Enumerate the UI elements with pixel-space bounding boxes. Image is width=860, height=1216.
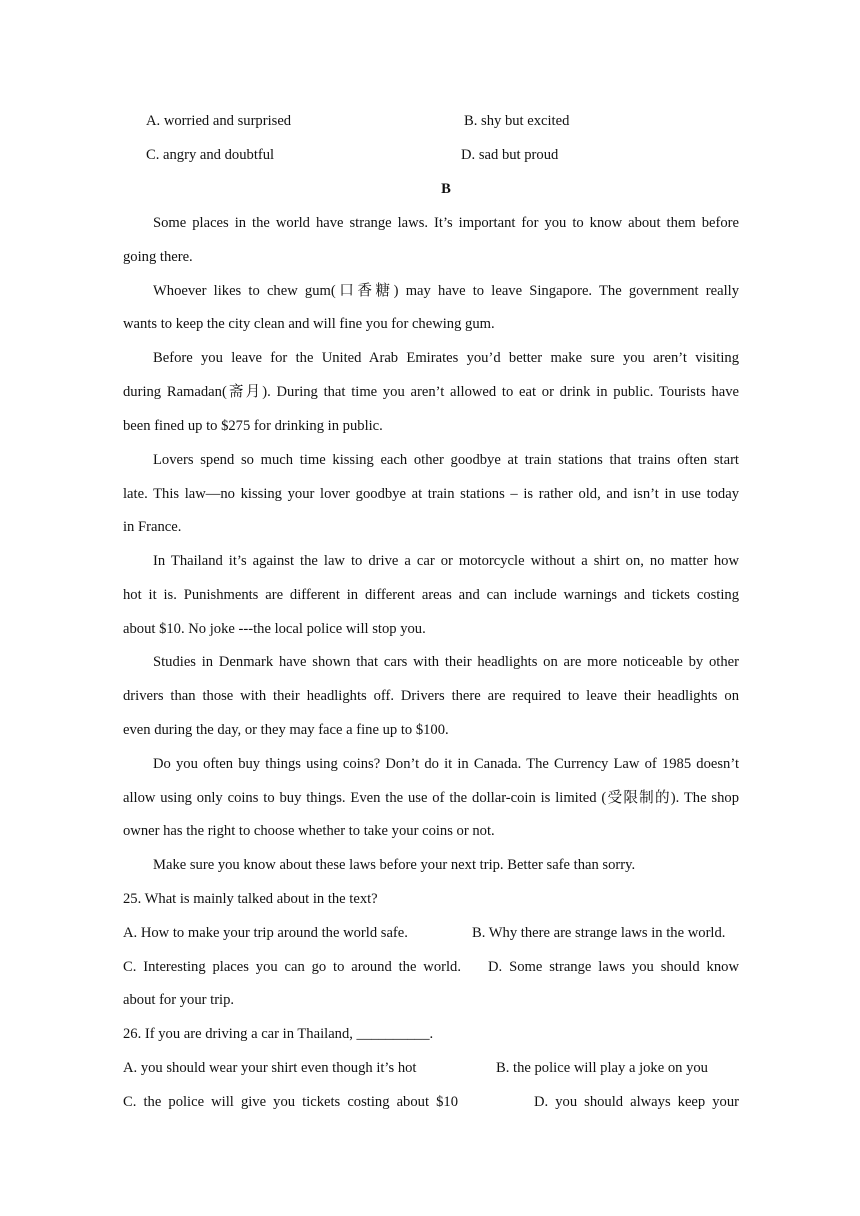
question-26-stem: 26. If you are driving a car in Thailand, __________. [123,1026,434,1042]
prev-option-d: D. sad but proud [461,147,559,163]
passage-line: Studies in Denmark have shown that cars with their headlights on are more noticeable by other [153,654,739,670]
q25-option-d-continued: about for your trip. [123,992,235,1008]
passage-line: during Ramadan(斋月). During that time you aren’t allowed to eat or drink in public. Tourists have [123,384,739,400]
passage-line: Do you often buy things using coins? Don’t do it in Canada. The Currency Law of 1985 doesn’t [153,756,739,772]
section-heading: B [441,181,451,197]
prev-option-c: C. angry and doubtful [146,147,275,163]
passage-line: Lovers spend so much time kissing each other goodbye at train stations that trains often start [153,452,739,468]
passage-line: drivers than those with their headlights off. Drivers there are required to leave their headlights on [123,688,739,704]
q25-option-a: A. How to make your trip around the world safe. [123,925,408,941]
passage-line: late. This law—no kissing your lover goodbye at train stations – is rather old, and isn’t in use today [123,486,739,502]
q26-option-a: A. you should wear your shirt even though it’s hot [123,1060,417,1076]
prev-option-a: A. worried and surprised [146,113,292,129]
passage-line: even during the day, or they may face a fine up to $100. [123,722,449,738]
passage-line: allow using only coins to buy things. Even the use of the dollar-coin is limited (受限制的). The shop [123,790,739,806]
passage-line: wants to keep the city clean and will fine you for chewing gum. [123,316,495,332]
prev-option-b: B. shy but excited [464,113,570,129]
passage-line: Some places in the world have strange laws. It’s important for you to know about them before [153,215,739,231]
passage-line: in France. [123,519,182,535]
passage-line: In Thailand it’s against the law to drive a car or motorcycle without a shirt on, no matter how [153,553,739,569]
q25-option-d: D. Some strange laws you should know [488,959,739,975]
q25-option-c: C. Interesting places you can go to around the world. [123,959,461,975]
passage-line: about $10. No joke ---the local police will stop you. [123,621,426,637]
passage-line: hot it is. Punishments are different in different areas and can include warnings and tickets costing [123,587,739,603]
passage-line: going there. [123,249,193,265]
q25-option-b: B. Why there are strange laws in the world. [472,925,726,941]
question-25-stem: 25. What is mainly talked about in the text? [123,891,378,907]
passage-line: been fined up to $275 for drinking in public. [123,418,383,434]
passage-line: Before you leave for the United Arab Emirates you’d better make sure you aren’t visiting [153,350,739,366]
q26-option-c: C. the police will give you tickets costing about $10 [123,1094,458,1110]
passage-line: Whoever likes to chew gum(口香糖) may have to leave Singapore. The government really [153,283,739,299]
passage-line: owner has the right to choose whether to take your coins or not. [123,823,495,839]
q26-option-d: D. you should always keep your [534,1094,739,1110]
passage-line: Make sure you know about these laws before your next trip. Better safe than sorry. [153,857,636,873]
q26-option-b: B. the police will play a joke on you [496,1060,708,1076]
